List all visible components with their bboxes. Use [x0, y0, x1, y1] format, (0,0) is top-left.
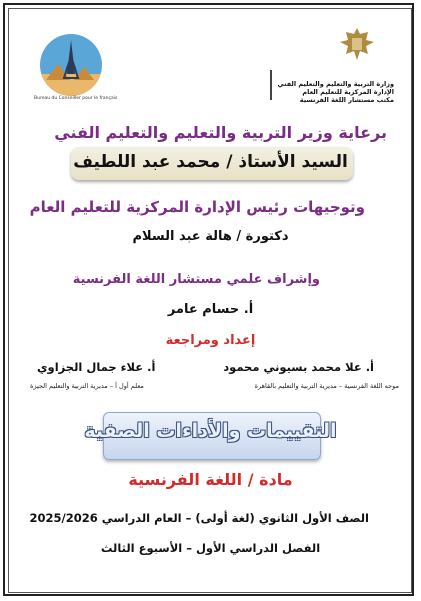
ministry-divider: [270, 70, 272, 100]
ministry-line-1: وزارة التربية والتعليم والتعليم الفني: [277, 80, 394, 88]
director-name: دكتورة / هالة عبد السلام: [132, 229, 289, 244]
document-title: التقييمات والأداءات الصفية: [84, 420, 337, 442]
author-2-name: أ. علاء جمال الجزاوي: [37, 360, 156, 374]
egypt-eagle-emblem-icon: [332, 24, 382, 64]
ministry-header: [268, 18, 398, 110]
grade-line: الصف الأول الثانوي (لغة أولى) – العام الدراسي 2025/2026: [29, 511, 369, 525]
prepared-heading: إعداد ومراجعة: [165, 333, 256, 348]
sponsor-heading: برعاية وزير التربية والتعليم والتعليم الفني: [54, 123, 387, 142]
logo-caption: Bureau du Conseiller pour le français: [34, 96, 118, 101]
author-1-role: موجه اللغة الفرنسية – مديرية التربية والتعليم بالقاهرة: [254, 382, 399, 390]
author-2-role: معلم أول أ – مديرية التربية والتعليم الجيزة: [30, 382, 144, 390]
ministry-line-2: الإدارة المركزية للتعليم العام: [302, 88, 394, 96]
minister-name: السيد الأستاذ / محمد عبد اللطيف: [73, 152, 348, 172]
supervisor-name: أ. حسام عامر: [167, 302, 254, 317]
subject-line: مادة / اللغة الفرنسية: [128, 470, 293, 489]
ministry-text: [278, 80, 395, 104]
supervision-heading: وإشراف علمي مستشار اللغة الفرنسية: [72, 272, 320, 287]
term-line: الفصل الدراسي الأول – الأسبوع الثالث: [100, 541, 321, 555]
ministry-line-3: مكتب مستشار اللغة الفرنسية: [299, 96, 394, 104]
author-1-name: أ. علا محمد بسيوني محمود: [223, 360, 374, 374]
eiffel-tower-pyramids-logo-icon: [40, 34, 102, 96]
direction-heading: وتوجيهات رئيس الإدارة المركزية للتعليم العام: [29, 198, 365, 216]
